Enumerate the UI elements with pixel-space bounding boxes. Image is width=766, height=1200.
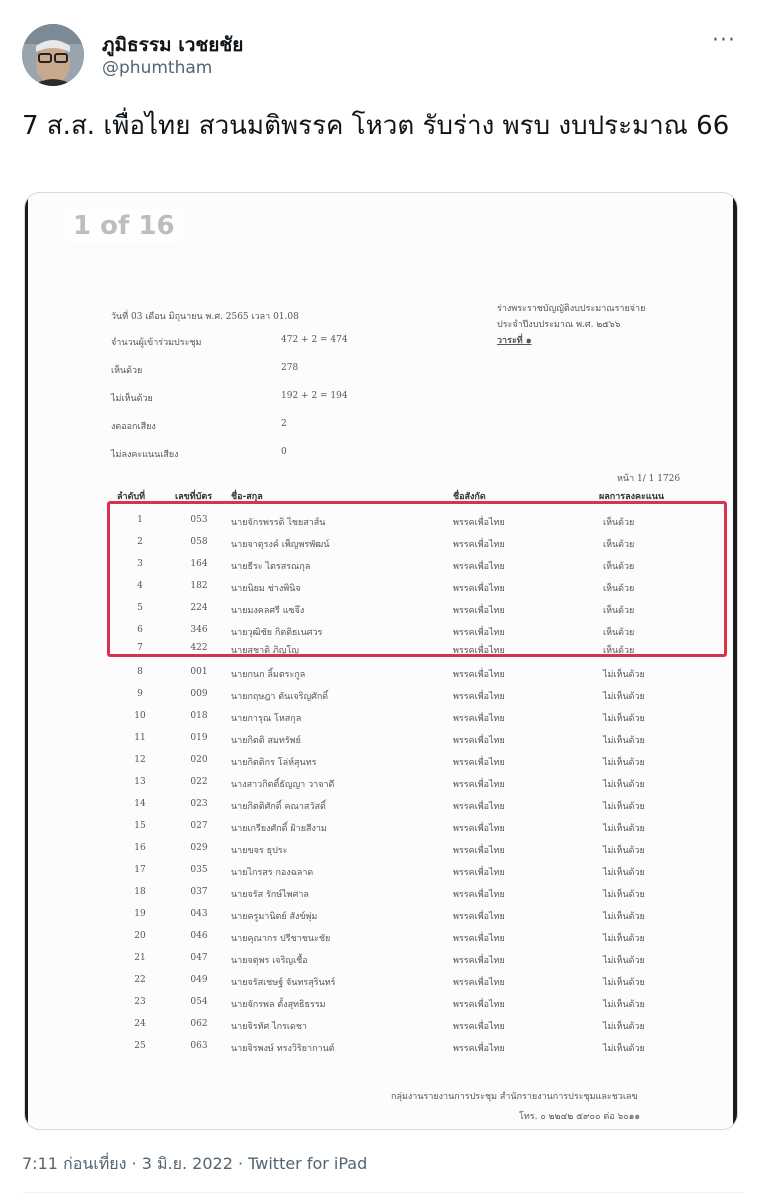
col-header-vote: ผลการลงคะแนน: [599, 492, 664, 502]
row-party: พรรคเพื่อไทย: [453, 934, 505, 944]
doc-footer-line2: โทร. ๐ ๒๒๔๒ ๕๙๐๐ ต่อ ๖๐๑๑: [519, 1112, 641, 1122]
table-row: [25, 1041, 737, 1063]
row-name: นายวุฒิชัย กิตติธเนศวร: [231, 628, 323, 638]
row-name: นายกิตติศักดิ์ คณาสวัสดิ์: [231, 802, 326, 812]
row-name: นายครูมานิตย์ สังข์พุ่ม: [231, 912, 318, 922]
tweet-text: 7 ส.ส. เพื่อไทย สวนมติพรรค โหวต รับร่าง พรบ งบประมาณ 66: [22, 111, 730, 141]
tweet-meta[interactable]: 7:11 ก่อนเที่ยง · 3 มิ.ย. 2022 · Twitter for iPad: [22, 1154, 368, 1173]
row-card: 062: [190, 1019, 208, 1029]
row-name: นางสาวกิตติ์ธัญญา วาจาดี: [231, 780, 335, 790]
row-name: นายจิรทัศ ไกรเดชา: [231, 1022, 307, 1032]
row-name: นายนิยม ช่างพินิจ: [231, 584, 301, 594]
row-party: พรรคเพื่อไทย: [453, 606, 505, 616]
row-card: 046: [190, 931, 208, 941]
row-party: พรรคเพื่อไทย: [453, 540, 505, 550]
row-vote: ไม่เห็นด้วย: [603, 1022, 645, 1032]
summary-value: 0: [281, 447, 287, 457]
row-name: นายคุณากร ปรีชาชนะชัย: [231, 934, 331, 944]
row-party: พรรคเพื่อไทย: [453, 824, 505, 834]
summary-label: ไม่เห็นด้วย: [111, 394, 153, 404]
row-no: 8: [137, 667, 143, 677]
more-options-icon[interactable]: ···: [712, 28, 736, 53]
table-row: [25, 667, 737, 689]
row-party: พรรคเพื่อไทย: [453, 584, 505, 594]
row-card: 018: [190, 711, 208, 721]
row-card: 027: [190, 821, 208, 831]
table-row: [25, 821, 737, 843]
author-handle[interactable]: @phumtham: [102, 58, 213, 78]
row-card: 047: [190, 953, 208, 963]
row-vote: ไม่เห็นด้วย: [603, 824, 645, 834]
row-no: 25: [134, 1041, 146, 1051]
row-name: นายมงคลศรี แซจึง: [231, 606, 305, 616]
summary-value: 192 + 2 = 194: [281, 391, 348, 401]
row-no: 20: [134, 931, 146, 941]
row-no: 17: [134, 865, 146, 875]
col-header-no: ลำดับที่: [117, 492, 146, 502]
row-party: พรรคเพื่อไทย: [453, 692, 505, 702]
doc-footer-line1: กลุ่มงานรายงานการประชุม สำนักรายงานการประชุมและชวเลข: [391, 1092, 638, 1102]
row-vote: ไม่เห็นด้วย: [603, 802, 645, 812]
row-card: 053: [190, 515, 208, 525]
row-no: 4: [137, 581, 143, 591]
summary-label: งดออกเสียง: [111, 422, 156, 432]
table-row: [25, 909, 737, 931]
row-party: พรรคเพื่อไทย: [453, 890, 505, 900]
row-party: พรรคเพื่อไทย: [453, 868, 505, 878]
row-party: พรรคเพื่อไทย: [453, 1000, 505, 1010]
row-vote: ไม่เห็นด้วย: [603, 1044, 645, 1054]
row-name: นายจตุพร เจริญเชื้อ: [231, 956, 308, 966]
table-row: [25, 799, 737, 821]
row-no: 22: [134, 975, 146, 985]
row-vote: เห็นด้วย: [603, 540, 635, 550]
row-party: พรรคเพื่อไทย: [453, 670, 505, 680]
row-card: 022: [190, 777, 208, 787]
row-card: 224: [190, 603, 208, 613]
row-no: 5: [137, 603, 143, 613]
row-card: 009: [190, 689, 208, 699]
row-no: 21: [134, 953, 146, 963]
row-name: นายจาตุรงค์ เพ็ญพรพัฒน์: [231, 540, 330, 550]
row-party: พรรคเพื่อไทย: [453, 846, 505, 856]
table-row: [25, 975, 737, 997]
doc-title-line1: ร่างพระราชบัญญัติงบประมาณรายจ่าย: [497, 304, 646, 314]
row-vote: ไม่เห็นด้วย: [603, 868, 645, 878]
row-vote: เห็นด้วย: [603, 562, 635, 572]
row-party: พรรคเพื่อไทย: [453, 780, 505, 790]
avatar[interactable]: [22, 24, 84, 86]
row-vote: ไม่เห็นด้วย: [603, 692, 645, 702]
row-vote: ไม่เห็นด้วย: [603, 714, 645, 724]
col-header-card: เลขที่บัตร: [175, 492, 213, 502]
tweet-media[interactable]: [24, 192, 738, 1130]
row-no: 15: [134, 821, 146, 831]
row-card: 164: [190, 559, 208, 569]
row-no: 1: [137, 515, 143, 525]
row-vote: ไม่เห็นด้วย: [603, 758, 645, 768]
row-vote: ไม่เห็นด้วย: [603, 780, 645, 790]
row-name: นายไกรสร กองฉลาด: [231, 868, 314, 878]
row-party: พรรคเพื่อไทย: [453, 646, 505, 656]
row-no: 18: [134, 887, 146, 897]
row-vote: ไม่เห็นด้วย: [603, 912, 645, 922]
row-party: พรรคเพื่อไทย: [453, 978, 505, 988]
doc-title-line2: ประจำปีงบประมาณ พ.ศ. ๒๕๖๖: [497, 320, 621, 330]
row-no: 10: [134, 711, 146, 721]
row-card: 043: [190, 909, 208, 919]
row-name: นายจิรพงษ์ ทรงวิริยากานต์: [231, 1044, 335, 1054]
table-row: [25, 865, 737, 887]
table-row: [25, 997, 737, 1019]
row-card: 058: [190, 537, 208, 547]
row-vote: ไม่เห็นด้วย: [603, 1000, 645, 1010]
row-party: พรรคเพื่อไทย: [453, 912, 505, 922]
row-party: พรรคเพื่อไทย: [453, 1022, 505, 1032]
row-name: นายกิตติกร โล่ห์สุนทร: [231, 758, 317, 768]
row-no: 9: [137, 689, 143, 699]
row-no: 6: [137, 625, 143, 635]
table-row: [25, 887, 737, 909]
row-card: 182: [190, 581, 208, 591]
highlight-box: [107, 501, 727, 657]
row-no: 12: [134, 755, 146, 765]
summary-label: ไม่ลงคะแนนเสียง: [111, 450, 179, 460]
table-row: [25, 1019, 737, 1041]
row-no: 16: [134, 843, 146, 853]
row-vote: ไม่เห็นด้วย: [603, 736, 645, 746]
row-no: 13: [134, 777, 146, 787]
row-vote: ไม่เห็นด้วย: [603, 670, 645, 680]
row-vote: เห็นด้วย: [603, 628, 635, 638]
table-row: [25, 953, 737, 975]
row-card: 023: [190, 799, 208, 809]
row-no: 24: [134, 1019, 146, 1029]
row-card: 063: [190, 1041, 208, 1051]
row-name: นายเกรียงศักดิ์ ฝ้ายสีงาม: [231, 824, 327, 834]
row-card: 054: [190, 997, 208, 1007]
row-name: นายจรัสเชษฐ์ จันทรสุรินทร์: [231, 978, 336, 988]
row-name: นายธีระ ไตรสรณกุล: [231, 562, 311, 572]
row-card: 035: [190, 865, 208, 875]
row-name: นายกิตติ สมทรัพย์: [231, 736, 301, 746]
row-vote: เห็นด้วย: [603, 518, 635, 528]
row-vote: ไม่เห็นด้วย: [603, 890, 645, 900]
row-vote: เห็นด้วย: [603, 606, 635, 616]
row-party: พรรคเพื่อไทย: [453, 802, 505, 812]
row-name: นายจักรพรรดิ ไชยสาส์น: [231, 518, 326, 528]
row-vote: เห็นด้วย: [603, 584, 635, 594]
row-no: 7: [137, 643, 143, 653]
row-name: นายกนก ลิ้มตระกูล: [231, 670, 306, 680]
row-name: นายกฤษฎา ตันเจริญศักดิ์: [231, 692, 329, 702]
table-row: [25, 733, 737, 755]
row-card: 346: [190, 625, 208, 635]
table-row: [25, 711, 737, 733]
table-row: [25, 755, 737, 777]
row-card: 422: [190, 643, 208, 653]
col-header-name: ชื่อ-สกุล: [231, 492, 263, 502]
row-no: 14: [134, 799, 146, 809]
row-party: พรรคเพื่อไทย: [453, 714, 505, 724]
summary-label: จำนวนผู้เข้าร่วมประชุม: [111, 338, 202, 348]
row-vote: ไม่เห็นด้วย: [603, 934, 645, 944]
doc-date-line: วันที่ 03 เดือน มิถุนายน พ.ศ. 2565 เวลา 01.08: [111, 312, 299, 322]
row-card: 037: [190, 887, 208, 897]
divider: [22, 1192, 744, 1193]
doc-title-line3: วาระที่ ๑: [497, 336, 532, 346]
row-no: 19: [134, 909, 146, 919]
row-party: พรรคเพื่อไทย: [453, 736, 505, 746]
table-row: [25, 843, 737, 865]
document-content: [25, 193, 737, 1129]
row-card: 029: [190, 843, 208, 853]
row-no: 23: [134, 997, 146, 1007]
table-row: [25, 777, 737, 799]
row-party: พรรคเพื่อไทย: [453, 518, 505, 528]
row-card: 020: [190, 755, 208, 765]
row-vote: เห็นด้วย: [603, 646, 635, 656]
row-vote: ไม่เห็นด้วย: [603, 956, 645, 966]
row-vote: ไม่เห็นด้วย: [603, 978, 645, 988]
row-name: นายจักรพล ตั้งสุทธิธรรม: [231, 1000, 326, 1010]
row-no: 3: [137, 559, 143, 569]
table-row: [25, 931, 737, 953]
summary-label: เห็นด้วย: [111, 366, 143, 376]
author-name[interactable]: ภูมิธรรม เวชยชัย: [102, 34, 244, 56]
row-no: 2: [137, 537, 143, 547]
row-card: 019: [190, 733, 208, 743]
row-no: 11: [134, 733, 146, 743]
summary-value: 2: [281, 419, 287, 429]
row-party: พรรคเพื่อไทย: [453, 628, 505, 638]
row-card: 049: [190, 975, 208, 985]
row-name: นายจรัส รักษ์ไพศาล: [231, 890, 309, 900]
row-vote: ไม่เห็นด้วย: [603, 846, 645, 856]
row-name: นายสุชาติ ภิญโญ: [231, 646, 299, 656]
row-party: พรรคเพื่อไทย: [453, 562, 505, 572]
image-pager: 1 of 16: [65, 209, 183, 243]
doc-page-ref: หน้า 1/ 1 1726: [617, 474, 681, 484]
row-party: พรรคเพื่อไทย: [453, 956, 505, 966]
table-row: [25, 689, 737, 711]
row-card: 001: [190, 667, 208, 677]
col-header-party: ชื่อสังกัด: [453, 492, 486, 502]
row-name: นายขจร ธุประ: [231, 846, 288, 856]
row-party: พรรคเพื่อไทย: [453, 758, 505, 768]
summary-value: 472 + 2 = 474: [281, 335, 348, 345]
summary-value: 278: [281, 363, 299, 373]
row-party: พรรคเพื่อไทย: [453, 1044, 505, 1054]
row-name: นายการุณ โหสกุล: [231, 714, 302, 724]
